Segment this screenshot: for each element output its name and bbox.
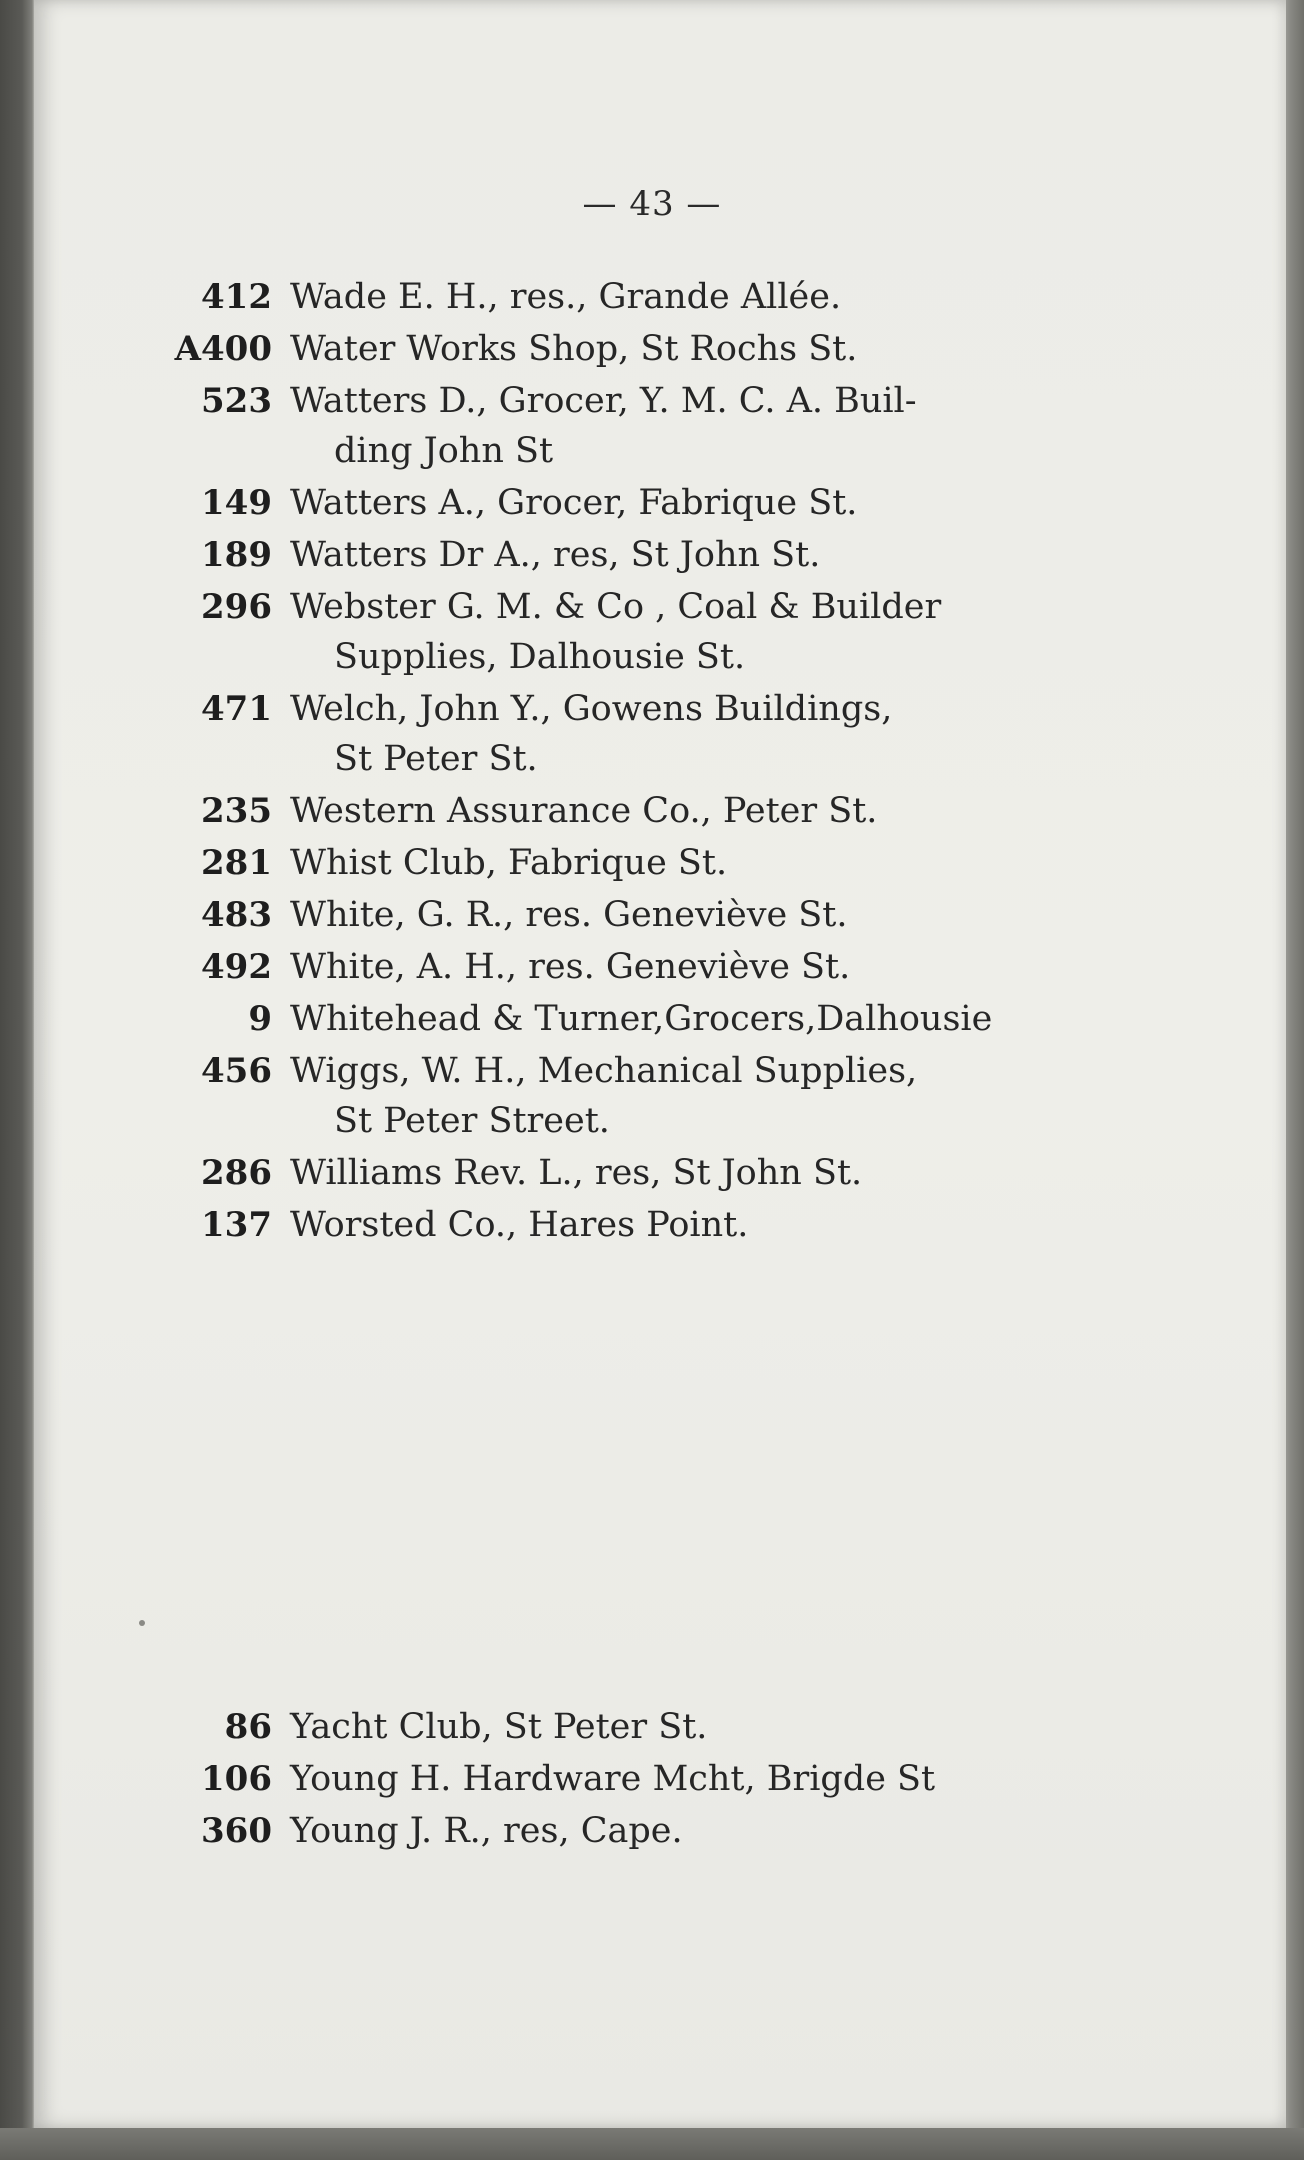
- entry-text: [290, 1806, 1070, 1856]
- page-number: — 43 —: [582, 184, 722, 224]
- entry-number: 235: [201, 791, 272, 831]
- entry-number: 360: [201, 1811, 272, 1851]
- entry-number: 189: [201, 535, 272, 575]
- entry-line: Watters Dr A., res, St John St.: [290, 535, 821, 575]
- directory-entry: [150, 786, 1070, 836]
- entry-line: Young H. Hardware Mcht, Brigde St: [290, 1759, 936, 1799]
- entry-line: Western Assurance Co., Peter St.: [290, 791, 878, 831]
- directory-entry: [150, 478, 1070, 528]
- directory-entry: [150, 376, 1070, 476]
- entry-text: [290, 324, 1070, 374]
- directory-entry: [150, 684, 1070, 784]
- directory-entry: [150, 1200, 1070, 1250]
- entry-continuation-line: Supplies, Dalhousie St.: [334, 637, 746, 677]
- entry-number: 86: [224, 1707, 272, 1747]
- entry-number: 456: [201, 1051, 272, 1091]
- ink-speck: [139, 1620, 145, 1626]
- entry-number: 281: [201, 843, 272, 883]
- entry-text: [290, 838, 1070, 888]
- directory-entry: [150, 1806, 1070, 1856]
- entry-number: 492: [201, 947, 272, 987]
- entry-line: Webster G. M. & Co , Coal & Builder: [290, 587, 942, 627]
- directory-entry: [150, 838, 1070, 888]
- entry-text: [290, 684, 1070, 784]
- entries-y-section: [150, 1702, 1070, 1856]
- entries-w-section: [150, 272, 1070, 1250]
- entry-text: [290, 376, 1070, 476]
- entry-text: [290, 1200, 1070, 1250]
- entry-line: Whitehead & Turner,Grocers,Dalhousie: [290, 999, 993, 1039]
- directory-entry: [150, 890, 1070, 940]
- entry-line: Yacht Club, St Peter St.: [290, 1707, 708, 1747]
- entry-line: Watters D., Grocer, Y. M. C. A. Buil-: [290, 381, 917, 421]
- entry-line: Wade E. H., res., Grande Allée.: [290, 277, 842, 317]
- directory-entry: [150, 1702, 1070, 1752]
- entry-number: 9: [248, 999, 272, 1039]
- entry-number: 471: [201, 689, 272, 729]
- page-bottom-edge: [0, 2128, 1304, 2160]
- entry-number: 149: [201, 483, 272, 523]
- entry-continuation-line: St Peter St.: [334, 739, 538, 779]
- entry-text: [290, 530, 1070, 580]
- directory-entry: [150, 994, 1070, 1044]
- entry-line: White, A. H., res. Geneviève St.: [290, 947, 851, 987]
- entry-continuation-line: ding John St: [334, 431, 554, 471]
- entry-number: 412: [201, 277, 272, 317]
- entry-text: [290, 994, 1070, 1044]
- directory-entry: [150, 1754, 1070, 1804]
- entry-text: [290, 942, 1070, 992]
- directory-entry: [150, 530, 1070, 580]
- directory-entry: [150, 942, 1070, 992]
- entry-number: 286: [201, 1153, 272, 1193]
- entry-line: Wiggs, W. H., Mechanical Supplies,: [290, 1051, 918, 1091]
- entry-continuation-line: St Peter Street.: [334, 1101, 610, 1141]
- entry-text: [290, 582, 1070, 682]
- directory-entries: [150, 272, 1070, 1858]
- entry-number: 523: [201, 381, 272, 421]
- entry-line: Worsted Co., Hares Point.: [290, 1205, 749, 1245]
- entry-text: [290, 272, 1070, 322]
- directory-entry: [150, 272, 1070, 322]
- entry-line: Watters A., Grocer, Fabrique St.: [290, 483, 858, 523]
- entry-line: Welch, John Y., Gowens Buildings,: [290, 689, 893, 729]
- section-gap: [150, 1252, 1070, 1702]
- directory-entry: [150, 1148, 1070, 1198]
- entry-line: Whist Club, Fabrique St.: [290, 843, 728, 883]
- entry-number: A400: [174, 329, 272, 369]
- entry-line: Young J. R., res, Cape.: [290, 1811, 683, 1851]
- directory-entry: [150, 1046, 1070, 1146]
- entry-text: [290, 478, 1070, 528]
- entry-text: [290, 1148, 1070, 1198]
- entry-number: 106: [201, 1759, 272, 1799]
- entry-text: [290, 786, 1070, 836]
- entry-text: [290, 1754, 1070, 1804]
- entry-text: [290, 1702, 1070, 1752]
- entry-text: [290, 890, 1070, 940]
- directory-entry: [150, 324, 1070, 374]
- entry-line: Water Works Shop, St Rochs St.: [290, 329, 858, 369]
- entry-number: 483: [201, 895, 272, 935]
- entry-line: Williams Rev. L., res, St John St.: [290, 1153, 863, 1193]
- entry-number: 296: [201, 587, 272, 627]
- entry-text: [290, 1046, 1070, 1146]
- entry-line: White, G. R., res. Geneviève St.: [290, 895, 848, 935]
- directory-entry: [150, 582, 1070, 682]
- entry-number: 137: [201, 1205, 272, 1245]
